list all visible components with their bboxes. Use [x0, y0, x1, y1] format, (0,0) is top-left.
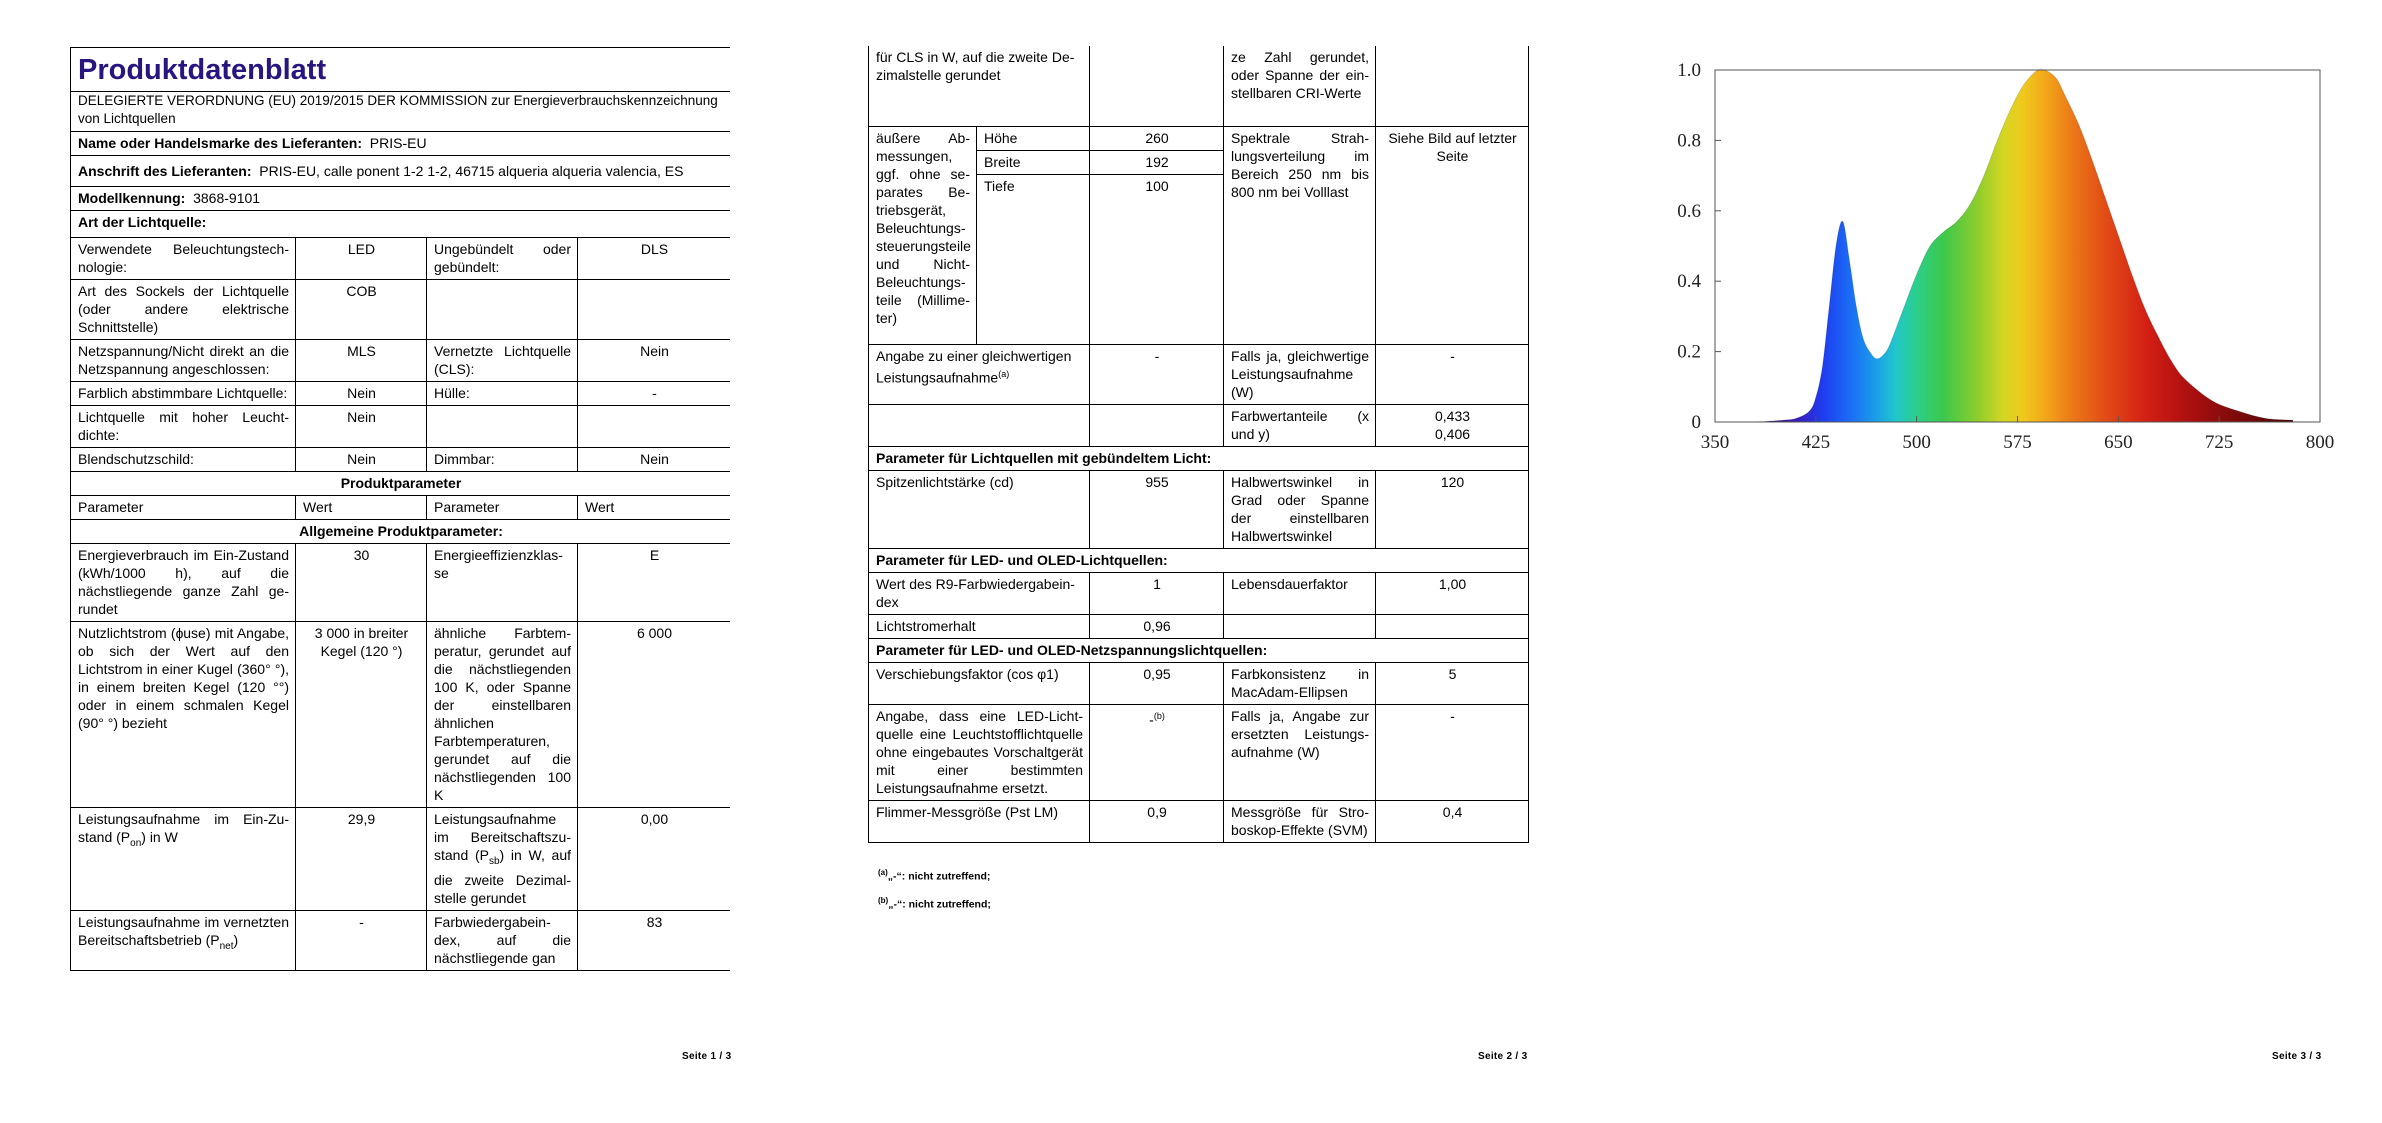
page-number: Seite 2 / 3 [1478, 1051, 1528, 1062]
led-params-heading: Parameter für LED- und OLED-Lichtquellen: [869, 549, 1529, 573]
mains-led-params-heading: Parameter für LED- und OLED-Netzspannungslichtquellen: [869, 639, 1529, 663]
displacement-factor-label: Verschiebungsfaktor (cos φ1) [869, 663, 1090, 705]
model-label: Modellkennung: [78, 190, 186, 206]
energy-consumption-label: Energieverbrauch im Ein-Zustand (kWh/1000 h), auf die nächstliegende ganze Zahl gerundet [71, 544, 296, 622]
technology-label: Verwendete Beleuchtungstechnologie: [71, 238, 296, 280]
survival-factor-label: Lebensdauerfaktor [1224, 573, 1376, 615]
empty-cell [1376, 46, 1529, 127]
spectral-distribution-chart [1655, 45, 2345, 465]
tunable-label: Farblich abstimmbare Lichtquelle: [71, 382, 296, 406]
r9-label: Wert des R9-Farbwiedergabeindex [869, 573, 1090, 615]
dimmable-value: Nein [578, 448, 731, 472]
luminous-flux-value: 3 000 in breiter Kegel (120 °) [296, 622, 427, 808]
replaced-power-label: Falls ja, Angabe zur ersetzten Leistungsaufnahme (W) [1224, 705, 1376, 801]
empty-cell [1224, 615, 1376, 639]
product-params-heading: Produktparameter [71, 472, 731, 496]
column-header-parameter: Parameter [427, 496, 578, 520]
peak-intensity-label: Spitzenlichtstärke (cd) [869, 471, 1090, 549]
mains-value: MLS [296, 340, 427, 382]
socket-value: COB [296, 280, 427, 340]
cls-value: Nein [578, 340, 731, 382]
dimmable-label: Dimmbar: [427, 448, 578, 472]
y-tick-label: 0.8 [1677, 130, 1701, 152]
footnotes [878, 861, 991, 916]
chromaticity-label: Farbwertanteile (x und y) [1224, 405, 1376, 447]
column-header-value: Wert [296, 496, 427, 520]
column-header-parameter: Parameter [71, 496, 296, 520]
supplier-label: Name oder Handelsmarke des Lieferanten: [78, 135, 362, 151]
energy-class-value: E [578, 544, 731, 622]
empty-cell [578, 280, 731, 340]
dimensions-label: äußere Abmessungen, ggf. ohne separates Betriebsgerät, Beleuchtungssteuerungsteile und Nicht-Beleuchtungsteile (Millimeter) [869, 127, 977, 345]
equivalent-power-w-label: Falls ja, gleichwertige Leistungsaufnahme (W) [1224, 345, 1376, 405]
beam-angle-label: Halbwertswinkel in Grad oder Spanne der einstellbaren Halbwertswinkel [1224, 471, 1376, 549]
fluorescent-replacement-label: Angabe, dass eine LED-Lichtquelle eine Leuchtstofflichtquelle ohne eingebautes Vorschaltgerät mit einer bestimmten Leistungsaufnahme ersetzt. [869, 705, 1090, 801]
mains-label: Netzspannung/Nicht direkt an die Netzspannung angeschlossen: [71, 340, 296, 382]
depth-label: Tiefe [977, 175, 1090, 345]
empty-cell [1090, 405, 1224, 447]
high-luminance-value: Nein [296, 406, 427, 448]
datasheet-table-page-2 [868, 46, 1531, 868]
network-standby-value: - [296, 910, 427, 970]
address-value: PRIS-EU, calle ponent 1-2 1-2, 46715 alqueria alqueria valencia, ES [259, 163, 684, 179]
y-tick-label: 0.4 [1677, 271, 1701, 293]
energy-consumption-value: 30 [296, 544, 427, 622]
empty-cell [427, 280, 578, 340]
supplier-value: PRIS-EU [369, 135, 427, 151]
model-row [71, 187, 731, 211]
survival-factor-value: 1,00 [1376, 573, 1529, 615]
stroboscopic-label: Messgröße für Stroboskop-Effekte (SVM) [1224, 801, 1376, 843]
width-value: 192 [1090, 151, 1224, 175]
regulation-text: DELEGIERTE VERORDNUNG (EU) 2019/2015 DER KOMMISSION zur Energieverbrauchskennzeichnung von Lichtquellen [71, 92, 731, 132]
equivalent-power-w-value: - [1376, 345, 1529, 405]
x-tick-label: 350 [1700, 432, 1730, 453]
y-tick-label: 1.0 [1677, 60, 1701, 81]
x-tick-label: 800 [2305, 432, 2335, 453]
empty-cell [1376, 615, 1529, 639]
bundled-label: Ungebündelt oder gebündelt: [427, 238, 578, 280]
document-title: Produktdatenblatt [71, 48, 731, 92]
depth-value: 100 [1090, 175, 1224, 345]
tunable-value: Nein [296, 382, 427, 406]
page-1 [0, 0, 794, 1123]
stroboscopic-value: 0,4 [1376, 801, 1529, 843]
replaced-power-value: - [1376, 705, 1529, 801]
source-type-heading: Art der Lichtquelle: [71, 211, 731, 238]
x-tick-label: 725 [2204, 432, 2234, 453]
anti-glare-label: Blendschutzschild: [71, 448, 296, 472]
socket-label: Art des Sockels der Lichtquelle (oder andere elektrische Schnittstelle) [71, 280, 296, 340]
supplier-row [71, 132, 731, 156]
x-tick-label: 500 [1902, 432, 1931, 453]
beam-angle-value: 120 [1376, 471, 1529, 549]
equivalent-power-value: - [1090, 345, 1224, 405]
empty-cell [1090, 46, 1224, 127]
bundled-value: DLS [578, 238, 731, 280]
color-temperature-label: ähnliche Farbtemperatur, gerundet auf die nächstliegenden 100 K, oder Spanne der einstellbaren ähnlichen Farbtemperaturen, gerundet auf die nächstliegenden 100 K [427, 622, 578, 808]
model-value: 3868-9101 [193, 190, 261, 206]
x-tick-label: 650 [2104, 432, 2133, 453]
y-tick-label: 0.6 [1677, 200, 1701, 222]
address-row [71, 156, 731, 187]
y-axis-ticks [1677, 60, 1721, 433]
displacement-factor-value: 0,95 [1090, 663, 1224, 705]
high-luminance-label: Lichtquelle mit hoher Leuchtdichte: [71, 406, 296, 448]
color-temperature-value: 6 000 [578, 622, 731, 808]
width-label: Breite [977, 151, 1090, 175]
cri-continuation: ze Zahl gerundet, oder Spanne der einstellbaren CRI-Werte [1224, 46, 1376, 127]
cri-label: Farbwiedergabeindex, auf die nächstliegende gan [427, 910, 578, 970]
technology-value: LED [296, 238, 427, 280]
on-mode-power-value: 29,9 [296, 808, 427, 911]
flicker-value: 0,9 [1090, 801, 1224, 843]
empty-cell [869, 405, 1090, 447]
x-tick-label: 425 [1801, 432, 1831, 453]
cri-value: 83 [578, 910, 731, 970]
chromaticity-value: 0,433 0,406 [1376, 405, 1529, 447]
peak-intensity-value: 955 [1090, 471, 1224, 549]
fluorescent-replacement-value: -$^{(b)}$ [1090, 705, 1224, 801]
x-tick-label: 575 [2003, 432, 2032, 453]
standby-power-label: Leistungsaufnahme im Bereitschaftszustand $(P_{sb})$ in W, auf die zweite Dezimalstelle gerundet [427, 808, 578, 911]
footnote-a: $^{(a)}$„-“: nicht zutreffend; [878, 868, 991, 883]
energy-class-label: Energieeffizienzklasse [427, 544, 578, 622]
luminous-flux-label: Nutzlichtstrom (ɸuse) mit Angabe, ob sich der Wert auf den Lichtstrom in einer Kugel (360° °), in einem breiten Kegel (120 °°) oder in einem schmalen Kegel (90° °) bezieht [71, 622, 296, 808]
flicker-label: Flimmer-Messgröße (Pst LM) [869, 801, 1090, 843]
equivalent-power-label: Angabe zu einer gleichwertigen Leistungsaufnahme$^{(a)}$ [869, 345, 1090, 405]
datasheet-table-page-1 [70, 47, 730, 1049]
lumen-maintenance-value: 0,96 [1090, 615, 1224, 639]
page-number: Seite 3 / 3 [2272, 1051, 2322, 1062]
color-consistency-label: Farbkonsistenz in MacAdam-Ellipsen [1224, 663, 1376, 705]
color-consistency-value: 5 [1376, 663, 1529, 705]
empty-cell [427, 406, 578, 448]
page-2 [794, 0, 1588, 1123]
height-label: Höhe [977, 127, 1090, 151]
y-tick-label: 0.2 [1677, 341, 1701, 363]
r9-value: 1 [1090, 573, 1224, 615]
anti-glare-value: Nein [296, 448, 427, 472]
envelope-value: - [578, 382, 731, 406]
directional-params-heading: Parameter für Lichtquellen mit gebündeltem Licht: [869, 447, 1529, 471]
footnote-b: $^{(b)}$„-“: nicht zutreffend; [878, 895, 991, 910]
cls-label: Vernetzte Lichtquelle (CLS): [427, 340, 578, 382]
envelope-label: Hülle: [427, 382, 578, 406]
network-standby-label: Leistungsaufnahme im vernetzten Bereitschaftsbetrieb $(P_{net})$ [71, 910, 296, 970]
plot-area [1715, 69, 2320, 422]
column-header-value: Wert [578, 496, 731, 520]
general-params-heading: Allgemeine Produktparameter: [71, 520, 731, 544]
spectral-distribution-label: Spektrale Strahlungsverteilung im Bereich 250 nm bis 800 nm bei Volllast [1224, 127, 1376, 345]
standby-power-value: 0,00 [578, 808, 731, 911]
height-value: 260 [1090, 127, 1224, 151]
spectral-distribution-value: Siehe Bild auf letzter Seite [1376, 127, 1529, 345]
address-label: Anschrift des Lieferanten: [78, 163, 252, 179]
page-number: Seite 1 / 3 [682, 1051, 732, 1062]
empty-cell [578, 406, 731, 448]
lumen-maintenance-label: Lichtstromerhalt [869, 615, 1090, 639]
cls-standby-continuation: für CLS in W, auf die zweite Dezimalstelle gerundet [869, 46, 1090, 127]
on-mode-power-label: Leistungsaufnahme im Ein-Zustand $(P_{on})$ in W [71, 808, 296, 911]
y-tick-label: 0 [1691, 412, 1701, 433]
